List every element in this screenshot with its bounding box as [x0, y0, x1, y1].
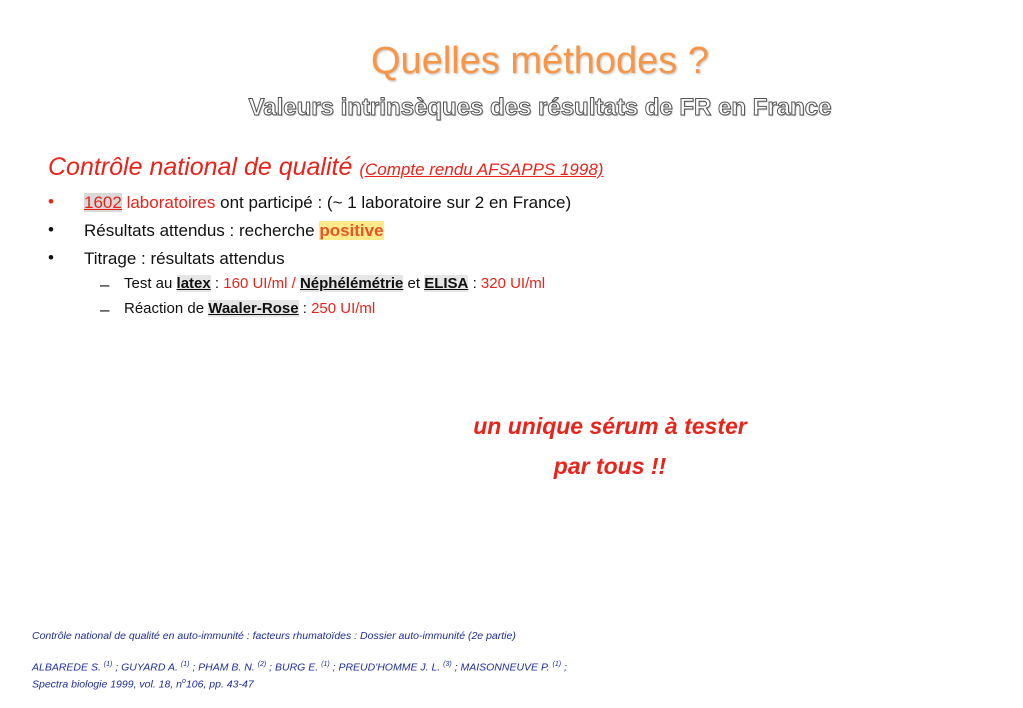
sub-item-text: Réaction de	[124, 300, 205, 317]
section-heading	[48, 153, 603, 182]
dash-icon: –	[100, 300, 110, 319]
author-separator: ;	[329, 661, 339, 674]
section-reference: (Compte rendu AFSAPPS 1998)	[359, 160, 604, 179]
et-text: et	[407, 275, 421, 292]
waaler-rose-value: 250 UI/ml	[311, 300, 376, 317]
author-separator: ;	[266, 661, 276, 674]
sub-list-item	[124, 275, 545, 292]
latex-label: latex	[176, 275, 211, 292]
waaler-rose-label: Waaler-Rose	[208, 300, 299, 317]
journal-end: 106, pp. 43-47	[185, 678, 254, 691]
elisa-value: 320 UI/ml	[480, 275, 546, 292]
colon-text: :	[214, 275, 220, 292]
slide-title: Quelles méthodes ?	[371, 40, 709, 82]
author-name: ALBAREDE S.	[32, 661, 101, 674]
list-item-text: Titrage : résultats attendus	[84, 249, 285, 268]
author-name: MAISONNEUVE P.	[460, 661, 550, 674]
author-separator: ;	[189, 661, 199, 674]
bullet-dot-icon: •	[48, 220, 54, 239]
colon-text: :	[302, 300, 307, 317]
sub-item-text: Test au	[124, 275, 173, 292]
bullet-dot-icon: •	[48, 248, 54, 267]
author-separator: ;	[561, 661, 567, 674]
sub-list-item	[124, 300, 375, 317]
footer-title: Contrôle national de qualité en auto-immunité : facteurs rhumatoïdes : Dossier auto-immunité (2e partie)	[32, 630, 516, 642]
author-affiliation: (1)	[180, 661, 190, 668]
slide-subtitle: Valeurs intrinsèques des résultats de FR en France	[248, 94, 832, 121]
list-item	[84, 249, 285, 269]
author-name: PREUD'HOMME J. L.	[338, 661, 441, 674]
dash-icon: –	[100, 275, 110, 294]
elisa-label: ELISA	[424, 275, 469, 292]
footer-journal	[32, 678, 254, 691]
author-affiliation: (1)	[321, 661, 330, 668]
callout-line-2: par tous !!	[553, 453, 667, 479]
labs-label: laboratoires	[126, 193, 216, 212]
author-name: GUYARD A.	[121, 661, 178, 674]
latex-value: 160 UI/ml /	[223, 275, 296, 292]
lab-count: 1602	[84, 193, 122, 212]
author-name: BURG E.	[275, 661, 319, 674]
list-item	[84, 193, 571, 213]
author-affiliation: (1)	[103, 661, 113, 668]
list-item	[84, 221, 384, 241]
list-item-text: Résultats attendus : recherche	[84, 221, 315, 240]
callout-line-1: un unique sérum à tester	[473, 413, 747, 439]
journal-sup: o	[182, 678, 186, 685]
author-separator: ;	[112, 661, 122, 674]
colon-text: :	[472, 275, 477, 292]
author-affiliation: (2)	[257, 661, 267, 668]
journal-text: Spectra biologie 1999, vol. 18, n	[32, 678, 183, 691]
section-heading-text: Contrôle national de qualité	[48, 153, 353, 181]
nephelemetrie-label: Néphélémétrie	[299, 275, 404, 292]
callout-text	[430, 406, 790, 486]
author-affiliation: (3)	[443, 661, 452, 668]
author-separator: ;	[451, 661, 461, 674]
author-affiliation: (1)	[552, 661, 562, 668]
footer-authors	[32, 661, 567, 674]
bullet-dot-icon: •	[48, 192, 54, 211]
author-name: PHAM B. N.	[198, 661, 255, 674]
positive-highlight: positive	[319, 221, 384, 240]
list-item-text: ont participé : (~ 1 laboratoire sur 2 en France)	[220, 193, 572, 212]
